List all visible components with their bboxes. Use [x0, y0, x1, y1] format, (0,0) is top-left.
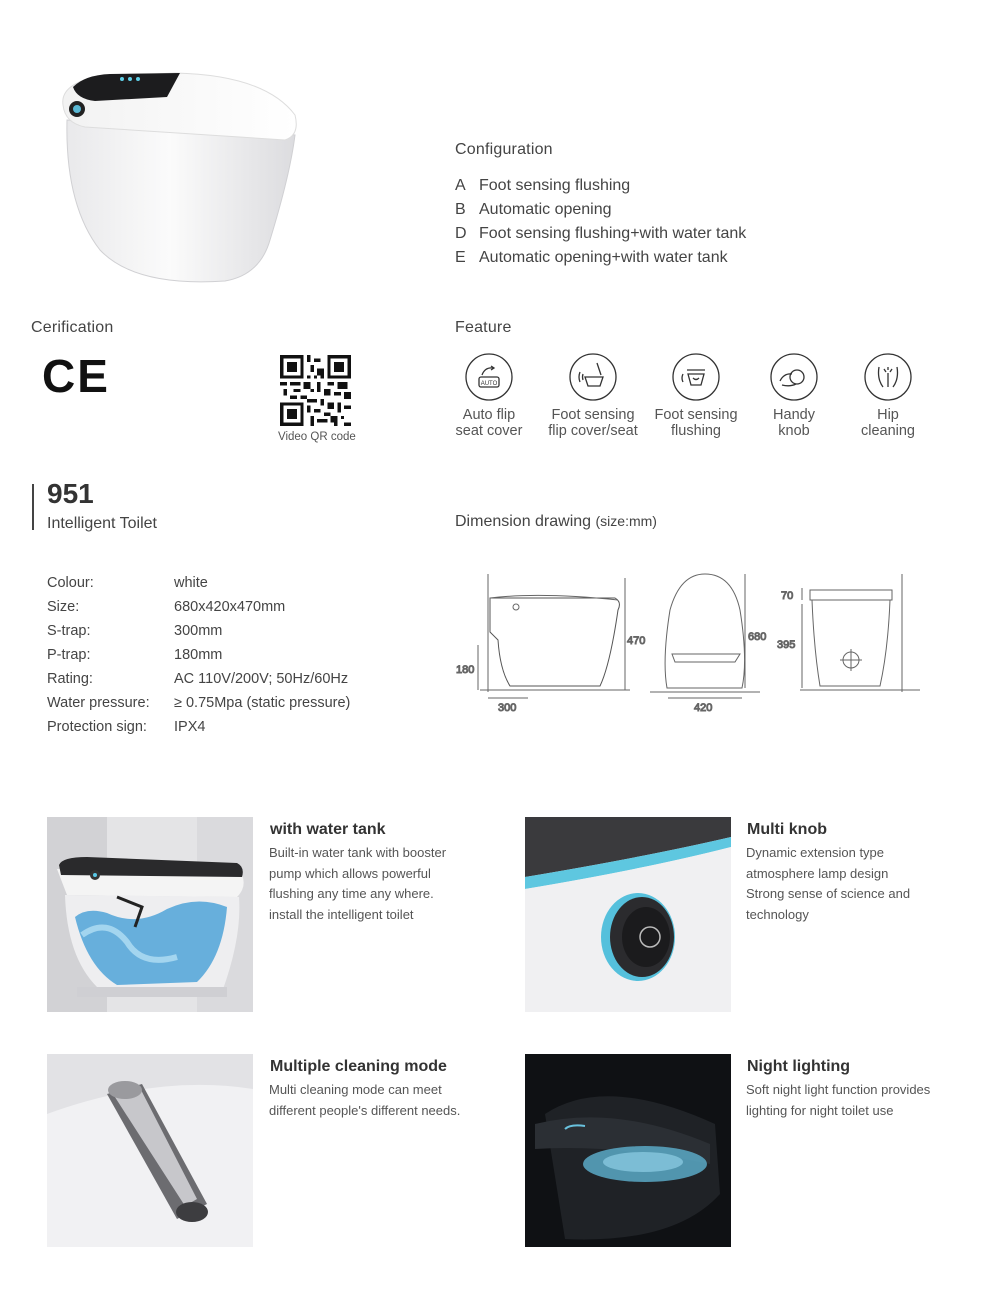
spec-row [47, 623, 222, 639]
water-tank-photo [47, 817, 253, 1012]
card-line: lighting for night toilet use [746, 1102, 894, 1118]
dimension-title-text: Dimension drawing [455, 513, 592, 530]
spec-key: Size: [47, 599, 80, 615]
card-line: pump which allows powerful [269, 865, 431, 881]
dim-front-top: 70 [781, 590, 794, 602]
card-line: atmosphere lamp design [746, 865, 889, 881]
spec-value: 680x420x470mm [174, 599, 286, 615]
dim-top-width: 420 [694, 702, 713, 714]
configuration-list [455, 174, 746, 270]
dim-side-trap: 180 [456, 664, 475, 676]
feature-label-line2: cleaning [860, 423, 915, 439]
card-line: technology [746, 906, 809, 922]
config-text: Foot sensing flushing+with water tank [479, 225, 747, 242]
multi-knob-photo [525, 817, 731, 1012]
spec-key: Protection sign: [47, 719, 147, 735]
foot-sensing-flush-icon [672, 353, 720, 401]
model-number: 951 [47, 478, 94, 509]
feature-foot-flush [646, 353, 746, 439]
spec-key: Rating: [47, 671, 93, 687]
night-lighting-photo [525, 1054, 731, 1247]
list-item [455, 246, 746, 270]
dim-top-length: 680 [748, 631, 767, 643]
spec-row [47, 599, 285, 615]
feature-knob [744, 353, 844, 439]
feature-label-line2: seat cover [455, 423, 523, 439]
product-name: Intelligent Toilet [47, 515, 157, 532]
list-item [455, 222, 746, 246]
spec-key: Water pressure: [47, 695, 150, 711]
feature-label-line1: Auto flip [462, 407, 516, 423]
spec-value: 300mm [174, 623, 223, 639]
card-text [746, 1080, 930, 1121]
card-title: Multi knob [747, 821, 827, 838]
feature-foot-flip [543, 353, 643, 439]
spec-value: IPX4 [174, 719, 206, 735]
config-letter: E [455, 249, 466, 266]
card-line: flushing any time any where. [269, 886, 434, 901]
list-item [455, 198, 746, 222]
config-text: Automatic opening [479, 201, 612, 218]
qr-code[interactable] [280, 355, 351, 426]
feature-label-line2: flushing [671, 423, 721, 439]
hip-cleaning-icon [864, 353, 912, 401]
list-item [455, 174, 746, 198]
card-title: with water tank [270, 821, 386, 838]
front-view [800, 574, 920, 692]
config-text: Foot sensing flushing [479, 177, 631, 194]
knob-icon [770, 353, 818, 401]
certification-title: Cerification [31, 319, 114, 336]
spec-value: 180mm [174, 647, 223, 663]
top-view [650, 574, 760, 698]
card-line: Dynamic extension type [746, 845, 885, 860]
feature-hip [838, 353, 938, 439]
spec-key: P-trap: [47, 647, 91, 663]
auto-badge-text: AUTO [480, 381, 498, 387]
spec-row [47, 647, 222, 663]
card-text [269, 843, 446, 925]
feature-label-line2: flip cover/seat [548, 423, 638, 439]
model-accent-bar [32, 484, 34, 530]
feature-label-line1: Foot sensing [551, 407, 635, 423]
auto-flip-icon [465, 353, 513, 401]
cleaning-mode-photo [47, 1054, 253, 1247]
spec-row [47, 575, 208, 591]
dim-side-depth: 300 [498, 702, 517, 714]
config-text: Automatic opening+with water tank [479, 249, 728, 266]
ce-mark: CE [42, 350, 110, 402]
feature-auto-flip [439, 353, 539, 439]
feature-label-line1: Hip [877, 407, 899, 423]
card-title: Multiple cleaning mode [270, 1058, 447, 1075]
dimension-title [455, 513, 657, 531]
card-title: Night lighting [747, 1058, 851, 1075]
qr-caption: Video QR code [278, 431, 356, 443]
card-text [269, 1080, 460, 1121]
hero-toilet-image [55, 65, 305, 290]
feature-label-line1: Foot sensing [654, 407, 738, 423]
feature-label-line2: knob [778, 423, 810, 439]
foot-sensing-flip-icon [569, 353, 617, 401]
config-letter: D [455, 225, 467, 242]
card-line: Multi cleaning mode can meet [269, 1082, 442, 1097]
dim-side-height: 470 [627, 635, 646, 647]
feature-label-line1: Handy [773, 407, 815, 423]
card-text [746, 843, 910, 925]
config-letter: B [455, 201, 466, 218]
configuration-title: Configuration [455, 141, 553, 158]
spec-value: white [174, 575, 208, 591]
spec-key: Colour: [47, 575, 94, 591]
config-letter: A [455, 177, 466, 194]
spec-row [47, 671, 348, 687]
feature-title: Feature [455, 319, 512, 336]
dim-front-height: 395 [777, 639, 796, 651]
spec-value: ≥ 0.75Mpa (static pressure) [174, 695, 351, 711]
spec-row [47, 719, 205, 735]
card-line: install the intelligent toilet [269, 906, 414, 922]
card-line: Strong sense of science and [746, 886, 911, 901]
card-line: Soft night light function provides [746, 1082, 931, 1097]
card-line: different people's different needs. [269, 1102, 461, 1118]
dimension-drawing [450, 570, 930, 720]
spec-value: AC 110V/200V; 50Hz/60Hz [174, 671, 349, 687]
spec-key: S-trap: [47, 623, 91, 639]
spec-row [47, 695, 350, 711]
side-view [478, 574, 630, 698]
dimension-unit: (size:mm) [595, 513, 657, 529]
card-line: Built-in water tank with booster [269, 845, 447, 860]
